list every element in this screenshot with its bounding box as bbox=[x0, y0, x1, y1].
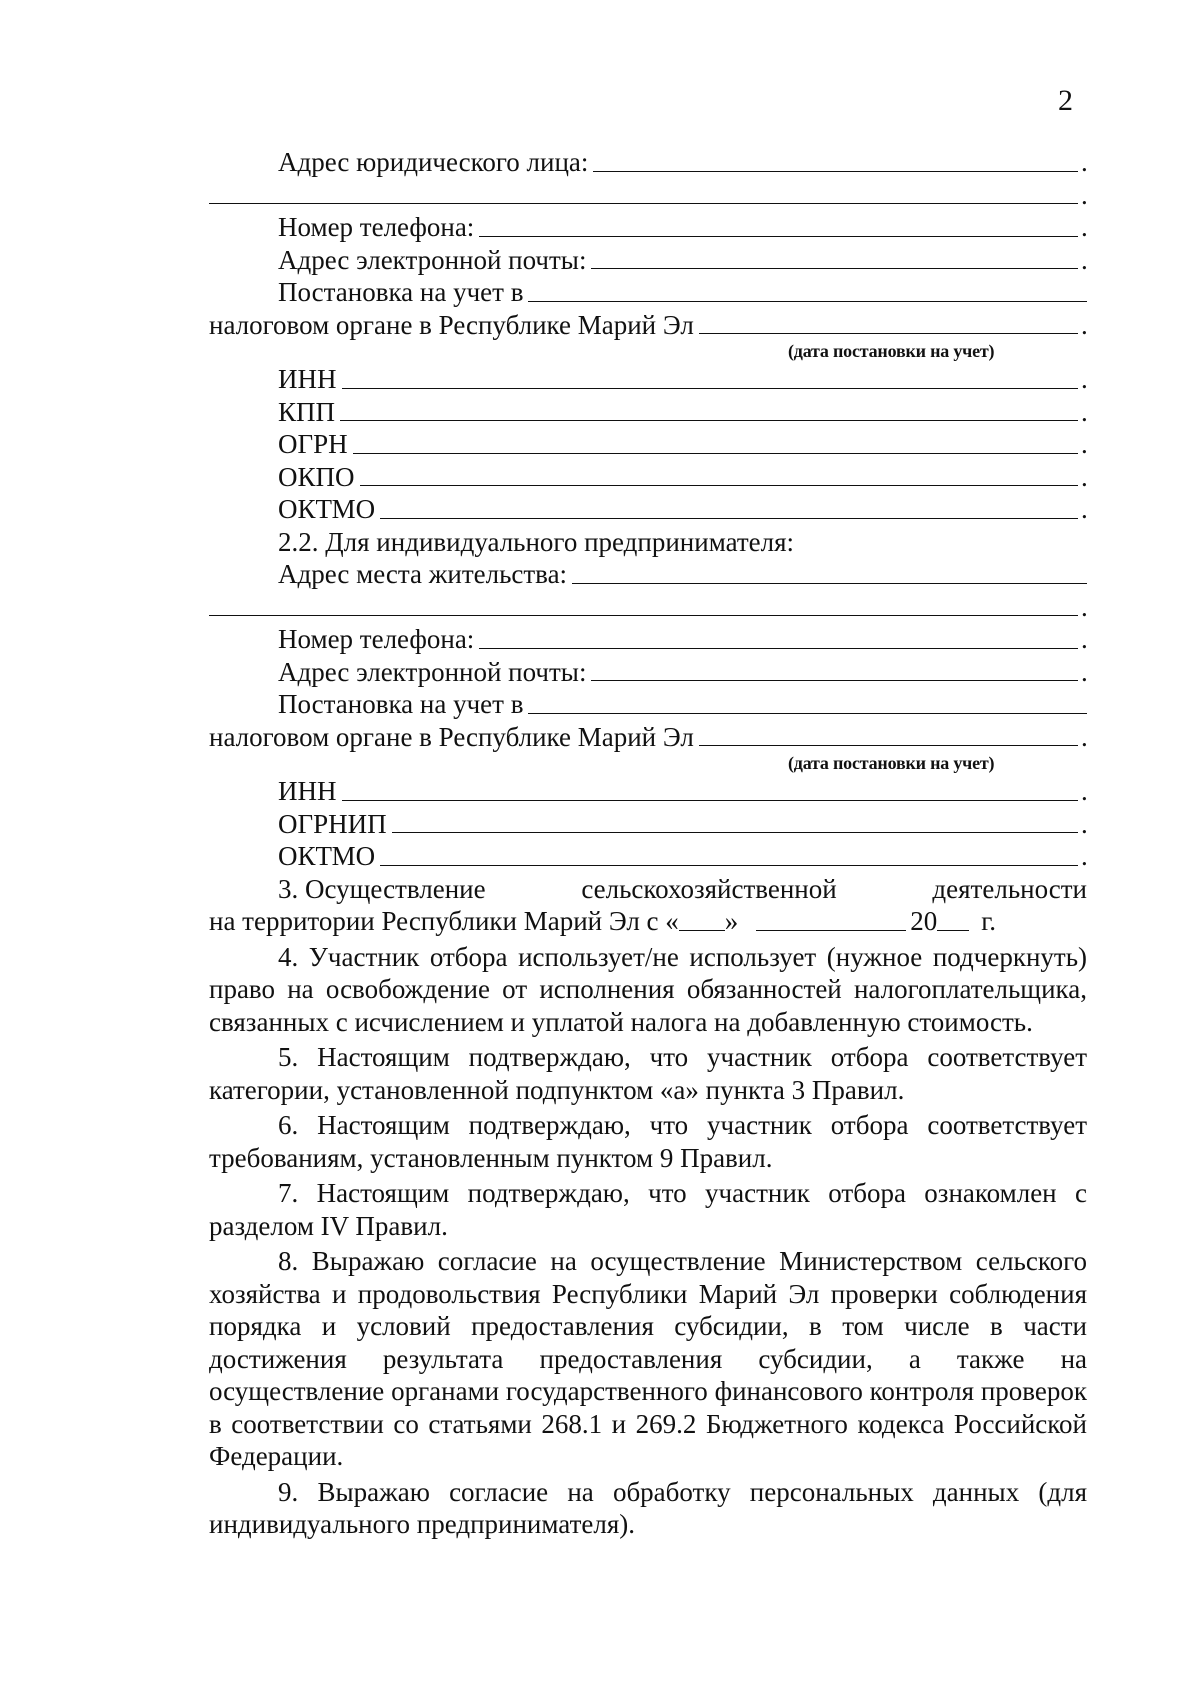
dot: . bbox=[1081, 364, 1088, 394]
year-prefix: 20 bbox=[910, 906, 938, 936]
ind-tax-authority-field[interactable] bbox=[528, 712, 1087, 714]
legal-ogrn-row bbox=[209, 428, 1087, 461]
dot: . bbox=[1081, 776, 1088, 806]
legal-address-row-2 bbox=[209, 179, 1087, 212]
legal-inn-label: ИНН bbox=[278, 364, 337, 394]
ind-address-field-2[interactable] bbox=[209, 614, 1078, 616]
legal-ogrn-label: ОГРН bbox=[278, 429, 348, 459]
legal-address-label: Адрес юридического лица: bbox=[278, 147, 589, 177]
dot: . bbox=[1081, 591, 1088, 622]
dot: . bbox=[1081, 429, 1088, 459]
legal-inn-field[interactable] bbox=[342, 387, 1079, 389]
individual-heading-text: 2.2. Для индивидуального предпринимателя: bbox=[278, 526, 795, 557]
ind-tax-reg-label-2: налоговом органе в Республике Марий Эл bbox=[209, 721, 694, 752]
ind-ogrnip-field[interactable] bbox=[392, 831, 1078, 833]
dot: . bbox=[1081, 147, 1088, 177]
dot: . bbox=[1081, 841, 1088, 871]
ind-address-field[interactable] bbox=[572, 582, 1087, 584]
dot: . bbox=[1081, 179, 1088, 210]
form-content bbox=[209, 146, 1087, 1544]
legal-address-row bbox=[209, 146, 1087, 179]
legal-ogrn-field[interactable] bbox=[353, 452, 1078, 454]
legal-kpp-row bbox=[209, 396, 1087, 429]
legal-kpp-label: КПП bbox=[278, 396, 336, 427]
dot: . bbox=[1081, 396, 1088, 427]
legal-oktmo-field[interactable] bbox=[380, 517, 1078, 519]
year-suffix: г. bbox=[981, 906, 997, 936]
ind-tax-reg-row-1 bbox=[209, 688, 1087, 721]
ind-address-row bbox=[209, 558, 1087, 591]
legal-okpo-label: ОКПО bbox=[278, 461, 355, 492]
ind-email-row bbox=[209, 656, 1087, 689]
ind-tax-reg-date-field[interactable] bbox=[699, 744, 1078, 746]
individual-heading bbox=[209, 526, 1087, 559]
legal-tax-authority-field[interactable] bbox=[528, 300, 1087, 302]
legal-okpo-field[interactable] bbox=[360, 484, 1078, 486]
ind-inn-label: ИНН bbox=[278, 776, 337, 806]
item3-line-1 bbox=[209, 873, 1087, 906]
legal-phone-row bbox=[209, 211, 1087, 244]
dot: . bbox=[1081, 461, 1088, 492]
ind-ogrnip-label: ОГРНИП bbox=[278, 808, 387, 839]
ind-address-row-2 bbox=[209, 591, 1087, 624]
dot: . bbox=[1081, 212, 1088, 242]
legal-email-label: Адрес электронной почты: bbox=[278, 244, 587, 275]
legal-inn-row bbox=[209, 363, 1087, 396]
dot: . bbox=[1081, 721, 1088, 752]
legal-address-field[interactable] bbox=[593, 170, 1078, 172]
legal-tax-reg-hint: (дата постановки на учет) bbox=[788, 341, 995, 361]
ind-address-label: Адрес места жительства: bbox=[278, 559, 568, 589]
item3-word: 3. Осуществление bbox=[278, 873, 486, 904]
legal-tax-reg-row-2 bbox=[209, 309, 1087, 342]
legal-phone-label: Номер телефона: bbox=[278, 212, 475, 242]
item3-line-2 bbox=[209, 905, 1087, 938]
paragraph-6: 6. Настоящим подтверждаю, что участник отбора соответствует требованиям, установленным пунктом 9 Правил. bbox=[209, 1110, 1087, 1173]
legal-tax-reg-date-field[interactable] bbox=[699, 332, 1078, 334]
dot: . bbox=[1081, 244, 1088, 275]
ind-email-label: Адрес электронной почты: bbox=[278, 656, 587, 687]
legal-tax-reg-label-1: Постановка на учет в bbox=[278, 277, 524, 307]
ind-tax-reg-label-1: Постановка на учет в bbox=[278, 689, 524, 719]
paragraph-8: 8. Выражаю согласие на осуществление Министерством сельского хозяйства и продовольствия Республики Марий Эл проверки соблюдения порядка и условий предоставления субсидии, в том числе в части достижения результата предоставления субсидии, а также на осуществление органами государственного финансового контроля проверок в соответствии со статьями 268.1 и 269.2 Бюджетного кодекса Российской Федерации. bbox=[209, 1246, 1087, 1471]
page-number: 2 bbox=[1058, 84, 1073, 117]
ind-oktmo-row bbox=[209, 840, 1087, 873]
ind-inn-row bbox=[209, 775, 1087, 808]
paragraph-5: 5. Настоящим подтверждаю, что участник отбора соответствует категории, установленной подпунктом «а» пункта 3 Правил. bbox=[209, 1042, 1087, 1105]
paragraph-9: 9. Выражаю согласие на обработку персональных данных (для индивидуального предпринимателя). bbox=[209, 1476, 1087, 1539]
legal-email-field[interactable] bbox=[591, 267, 1078, 269]
dot: . bbox=[1081, 494, 1088, 524]
ind-tax-reg-hint: (дата постановки на учет) bbox=[788, 753, 995, 773]
start-day-field[interactable] bbox=[679, 929, 725, 931]
dot: . bbox=[1081, 808, 1088, 839]
dot: . bbox=[1081, 656, 1088, 687]
item3-word: сельскохозяйственной bbox=[581, 873, 837, 904]
ind-phone-field[interactable] bbox=[479, 647, 1078, 649]
item3-word: деятельности bbox=[932, 873, 1087, 904]
ind-email-field[interactable] bbox=[591, 679, 1078, 681]
legal-oktmo-label: ОКТМО bbox=[278, 494, 376, 524]
ind-oktmo-field[interactable] bbox=[380, 864, 1078, 866]
legal-okpo-row bbox=[209, 461, 1087, 494]
ind-inn-field[interactable] bbox=[342, 799, 1079, 801]
start-year-field[interactable] bbox=[937, 929, 969, 931]
dot: . bbox=[1081, 624, 1088, 654]
legal-tax-reg-label-2: налоговом органе в Республике Марий Эл bbox=[209, 309, 694, 340]
legal-email-row bbox=[209, 244, 1087, 277]
quote-close: » bbox=[724, 906, 739, 936]
ind-oktmo-label: ОКТМО bbox=[278, 841, 376, 871]
paragraph-7: 7. Настоящим подтверждаю, что участник отбора ознакомлен с разделом IV Правил. bbox=[209, 1178, 1087, 1241]
ind-tax-reg-row-2 bbox=[209, 721, 1087, 754]
ind-phone-row bbox=[209, 623, 1087, 656]
legal-kpp-field[interactable] bbox=[340, 419, 1078, 421]
ind-phone-label: Номер телефона: bbox=[278, 624, 475, 654]
legal-phone-field[interactable] bbox=[479, 235, 1078, 237]
paragraph-4: 4. Участник отбора использует/не использует (нужное подчеркнуть) право на освобождение от исполнения обязанностей налогоплательщика, связанных с исчислением и уплатой налога на добавленную стоимость. bbox=[209, 941, 1087, 1037]
dot: . bbox=[1081, 309, 1088, 340]
legal-address-field-2[interactable] bbox=[209, 202, 1078, 204]
item3-territory-text: на территории Республики Марий Эл с « bbox=[209, 906, 679, 936]
start-month-field[interactable] bbox=[756, 929, 906, 931]
ind-ogrnip-row bbox=[209, 808, 1087, 841]
legal-tax-reg-row-1 bbox=[209, 276, 1087, 309]
legal-oktmo-row bbox=[209, 493, 1087, 526]
